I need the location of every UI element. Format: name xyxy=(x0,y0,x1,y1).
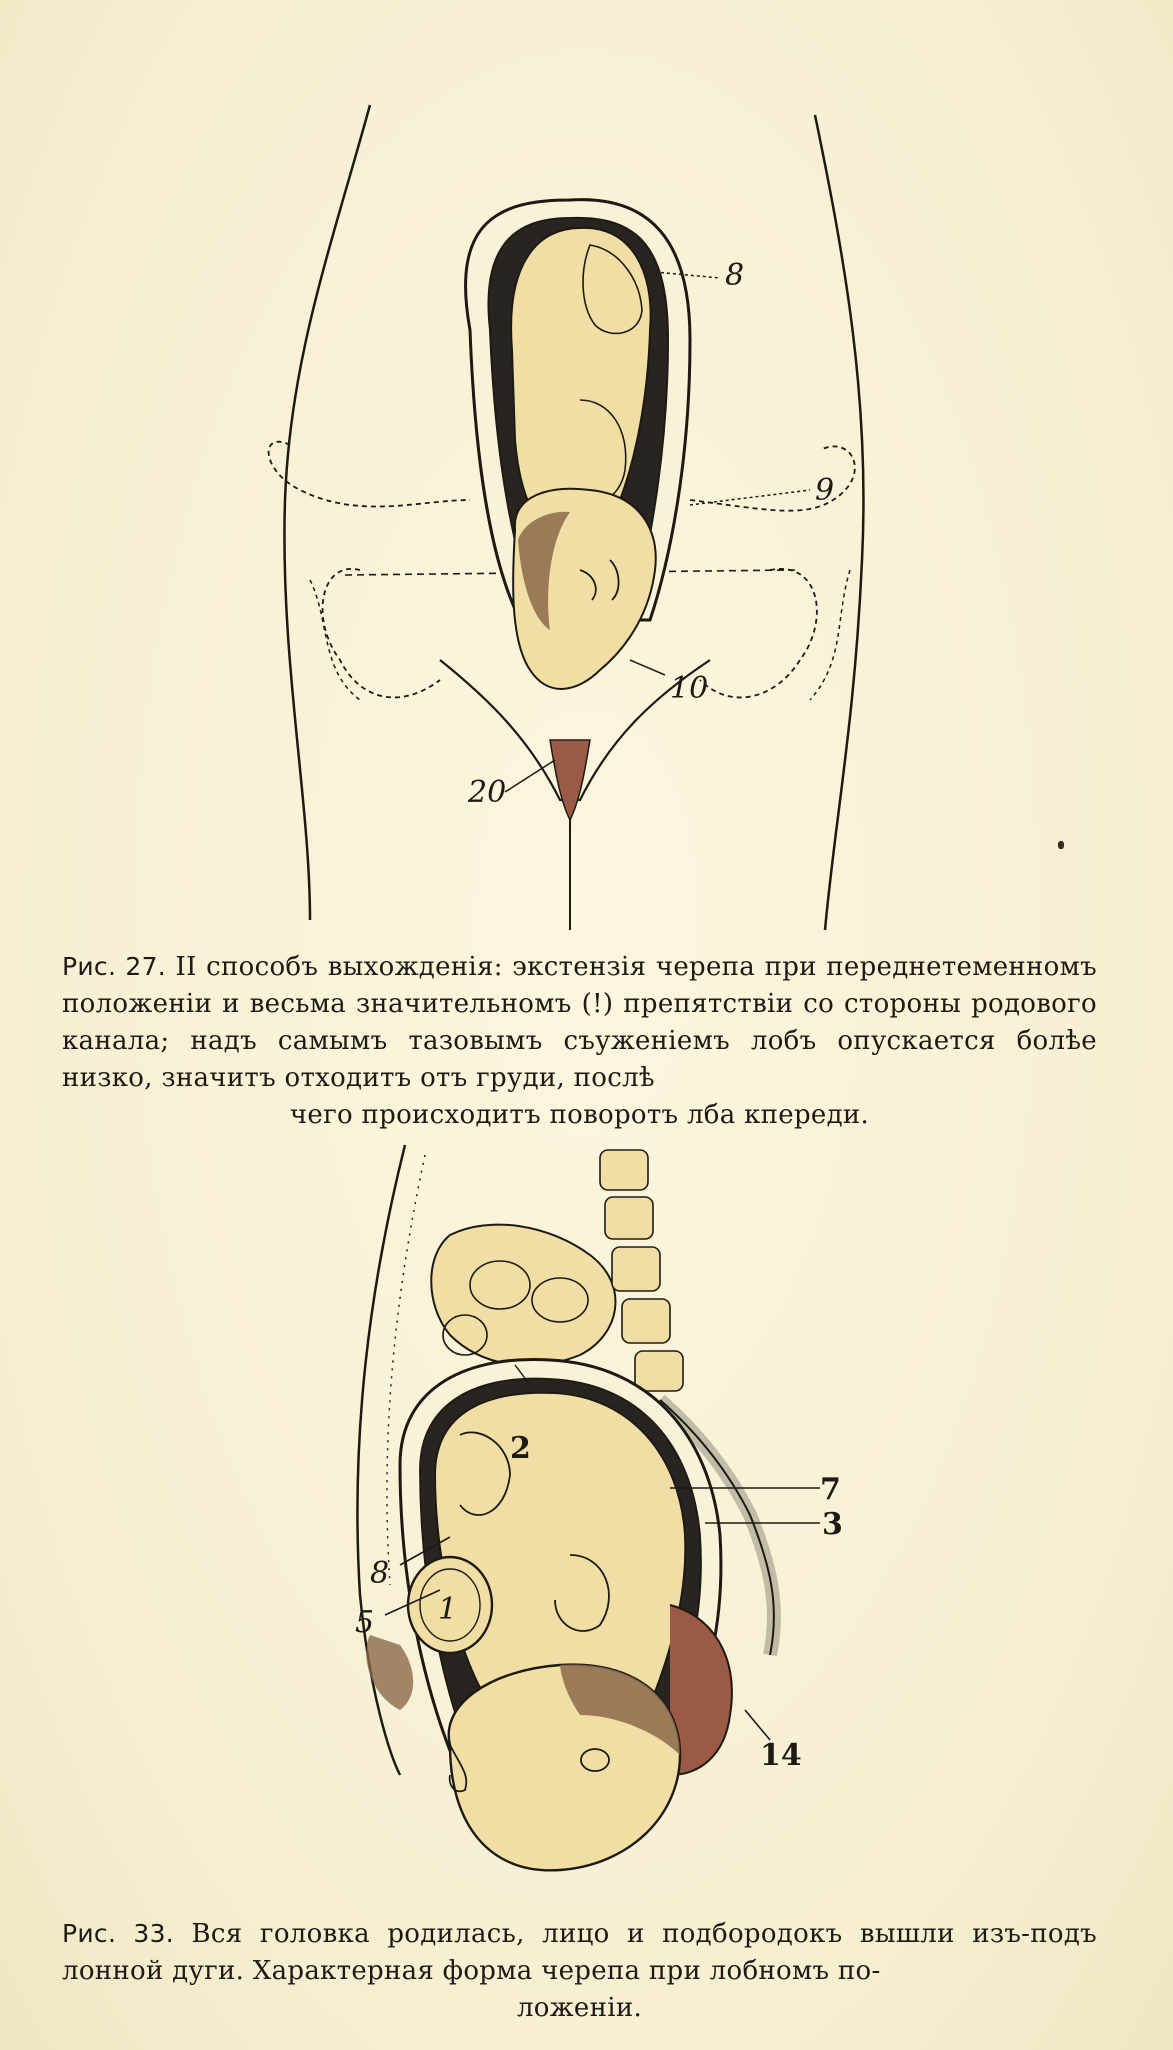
figure-27-label-10: 10 xyxy=(670,671,709,706)
figure-33-label-3: 3 xyxy=(822,1507,843,1542)
pelvis-outline-left xyxy=(269,442,470,507)
body-contour-right xyxy=(815,115,864,930)
pelvis-ischium-left xyxy=(323,569,440,698)
figure-33-number: Рис. 33. xyxy=(62,1919,175,1948)
figure-33-label-1: 1 xyxy=(438,1592,458,1627)
figure-33-label-2: 2 xyxy=(510,1431,531,1466)
figure-33-label-7: 7 xyxy=(820,1472,841,1507)
pubic-hair xyxy=(366,1635,413,1710)
callout-line-9 xyxy=(690,490,810,505)
pelvis-dash-1 xyxy=(310,580,360,700)
figure-33-label-5: 5 xyxy=(355,1605,375,1640)
callout-line-10 xyxy=(630,660,665,675)
figure-33-drawing xyxy=(330,1135,860,1915)
callout-line-14 xyxy=(745,1710,770,1740)
figure-33-label-14: 14 xyxy=(760,1738,802,1773)
figure-27-label-20: 20 xyxy=(468,775,507,810)
vulva xyxy=(550,740,590,820)
body-contour-left xyxy=(284,105,370,920)
figure-27-label-8: 8 xyxy=(725,258,745,293)
figure-33-caption xyxy=(62,1915,1097,2027)
figure-27-illustration xyxy=(250,100,890,940)
figure-27-caption-last-line: чего происходитъ поворотъ лба кпереди. xyxy=(289,1100,870,1130)
pelvis-dash-2 xyxy=(810,570,850,700)
figure-33-illustration xyxy=(330,1135,860,1915)
figure-27-number: Рис. 27. xyxy=(62,952,167,981)
figure-27-caption-text: II способъ выхожденія: экстензія черепа при переднетеменномъ положеніи и весьма значительномъ (!) препятствіи со стороны родового канала; надъ самымъ тазовымъ съуженіемъ лобъ опускается болѣе низко, значитъ отходитъ отъ груди, послѣ xyxy=(62,952,1097,1093)
figure-33-label-8: 8 xyxy=(370,1556,390,1591)
figure-27-label-9: 9 xyxy=(815,473,835,508)
figure-27-caption xyxy=(62,948,1097,1134)
figure-33-caption-text: Вся головка родилась, лицо и подбородокъ вышли изъ-подъ лонной дуги. Характерная форма черепа при лобномъ по- xyxy=(62,1919,1097,1986)
ink-speck xyxy=(1058,841,1064,849)
pelvis-ischium-right xyxy=(700,569,817,698)
figure-27-drawing xyxy=(250,100,890,940)
figure-33-caption-last-line: ложеніи. xyxy=(516,1993,643,2023)
